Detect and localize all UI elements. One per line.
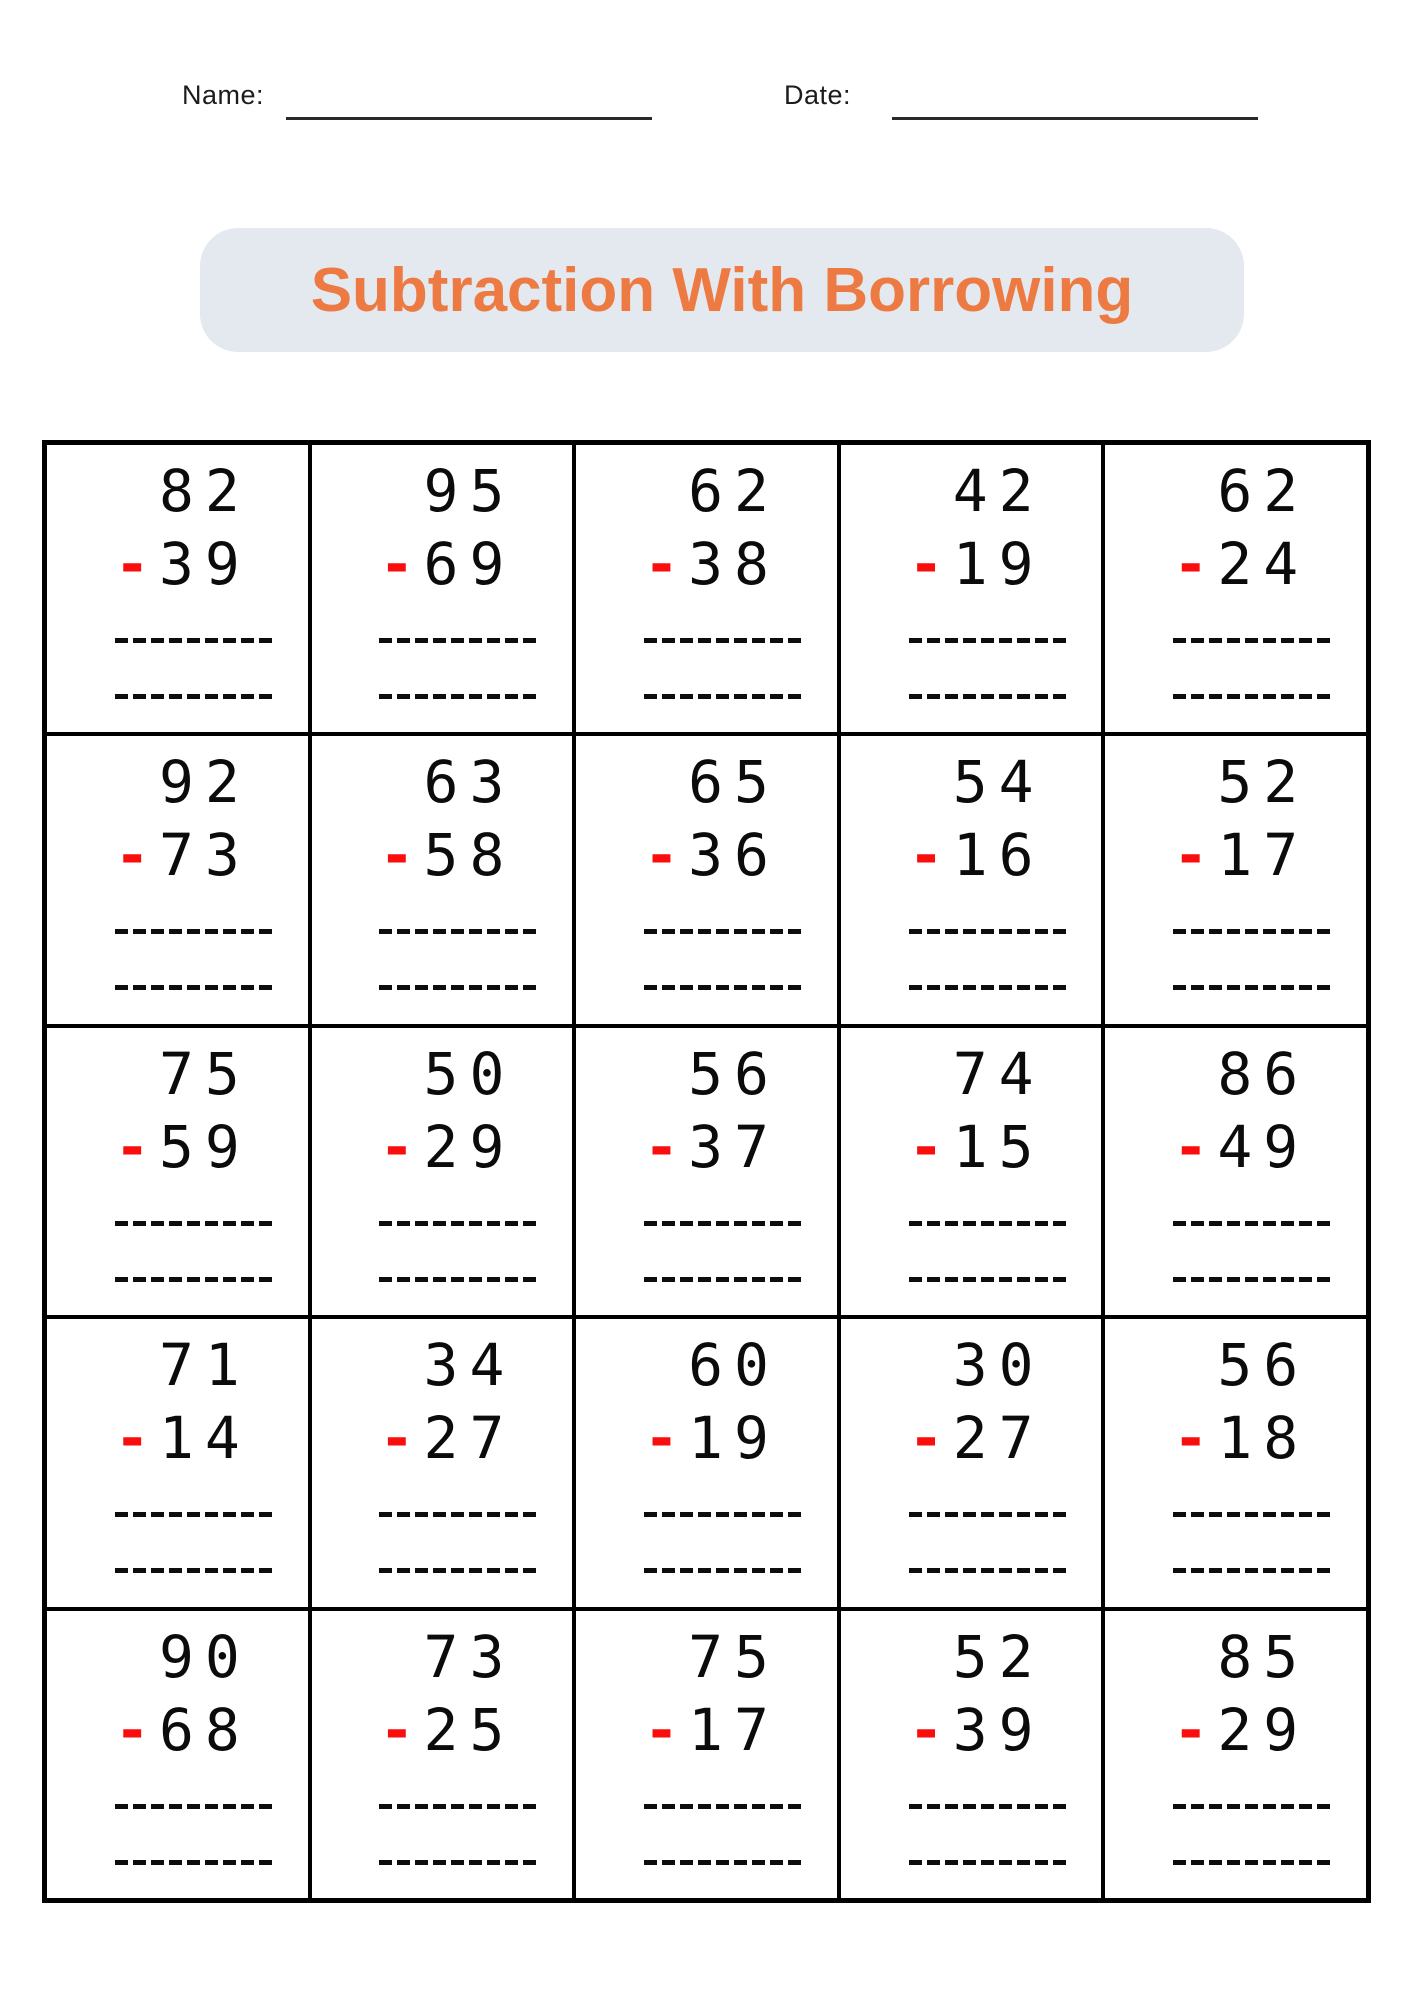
minuend: 52 [952, 1622, 1045, 1691]
subtraction-problem [1173, 736, 1310, 990]
minus-icon: - [379, 1404, 415, 1473]
answer-line [379, 1221, 539, 1226]
answer-line [1173, 1277, 1333, 1282]
answer-line [909, 1221, 1069, 1226]
problem-cell [839, 443, 1104, 734]
answer-line [115, 694, 275, 699]
answer-line [644, 1512, 804, 1517]
problem-cell [574, 1026, 839, 1317]
subtraction-problem [908, 1319, 1045, 1573]
answer-line [909, 694, 1069, 699]
title-banner [200, 228, 1244, 352]
problems-grid [42, 440, 1371, 1903]
problem-cell [45, 734, 310, 1025]
minus-icon: - [1173, 1112, 1209, 1181]
minuend: 73 [423, 1622, 516, 1691]
answer-line [644, 929, 804, 934]
problem-cell [1103, 734, 1368, 1025]
minus-icon: - [114, 1112, 150, 1181]
subtraction-problem [908, 1028, 1045, 1282]
subtrahend: 58 [423, 821, 516, 890]
subtrahend: 29 [423, 1112, 516, 1181]
minus-icon: - [379, 821, 415, 890]
minuend: 54 [952, 748, 1045, 817]
problem-cell [839, 1317, 1104, 1608]
minus-icon: - [1173, 821, 1209, 890]
minus-icon: - [114, 1404, 150, 1473]
answer-line [909, 1804, 1069, 1809]
problem-cell [574, 443, 839, 734]
minuend: 56 [1217, 1331, 1310, 1400]
minus-icon: - [908, 530, 944, 598]
problem-cell [574, 1317, 839, 1608]
minuend: 52 [1217, 748, 1310, 817]
minus-icon: - [114, 530, 150, 598]
answer-line [115, 985, 275, 990]
answer-line [909, 985, 1069, 990]
subtrahend: 14 [158, 1404, 251, 1473]
subtrahend: 15 [952, 1112, 1045, 1181]
minuend: 50 [423, 1039, 516, 1108]
subtraction-problem [908, 445, 1045, 699]
answer-line [644, 1804, 804, 1809]
subtraction-problem [643, 1028, 780, 1282]
minus-icon: - [643, 1695, 679, 1764]
subtrahend: 17 [1217, 821, 1310, 890]
minuend: 62 [1217, 457, 1310, 525]
date-fill-line [892, 117, 1258, 120]
subtraction-problem [908, 1611, 1045, 1865]
problem-cell [310, 443, 575, 734]
minuend: 56 [688, 1039, 780, 1108]
answer-line [115, 1568, 275, 1573]
problem-cell [1103, 1609, 1368, 1900]
answer-line [1173, 1512, 1333, 1517]
answer-line [644, 1568, 804, 1573]
problem-cell [1103, 443, 1368, 734]
subtraction-problem [643, 1611, 780, 1865]
subtrahend: 59 [158, 1112, 251, 1181]
subtraction-problem [379, 445, 516, 699]
answer-line [1173, 1860, 1333, 1865]
answer-line [115, 929, 275, 934]
answer-line [1173, 1568, 1333, 1573]
minuend: 62 [688, 457, 780, 525]
problem-cell [574, 734, 839, 1025]
minus-icon: - [643, 530, 679, 598]
problem-cell [310, 1026, 575, 1317]
minus-icon: - [908, 821, 944, 890]
subtrahend: 29 [1217, 1695, 1310, 1764]
name-label: Name: [182, 80, 265, 110]
subtrahend: 73 [158, 821, 251, 890]
answer-line [1173, 694, 1333, 699]
subtraction-problem [379, 1028, 516, 1282]
minuend: 63 [423, 748, 516, 817]
answer-line [909, 1277, 1069, 1282]
name-fill-line [286, 117, 652, 120]
answer-line [1173, 985, 1333, 990]
minus-icon: - [114, 1695, 150, 1764]
date-label: Date: [784, 80, 852, 110]
minus-icon: - [908, 1404, 944, 1473]
minus-icon: - [1173, 1695, 1209, 1764]
answer-line [909, 638, 1069, 643]
minuend: 60 [688, 1331, 780, 1400]
answer-line [115, 1221, 275, 1226]
subtrahend: 27 [423, 1404, 516, 1473]
minuend: 86 [1217, 1039, 1310, 1108]
minuend: 42 [952, 457, 1045, 525]
answer-line [1173, 638, 1333, 643]
subtraction-problem [379, 736, 516, 990]
problem-cell [839, 1609, 1104, 1900]
subtraction-problem [379, 1611, 516, 1865]
minus-icon: - [114, 821, 150, 890]
answer-line [379, 1860, 539, 1865]
problem-cell [310, 1317, 575, 1608]
minuend: 30 [952, 1331, 1045, 1400]
subtraction-problem [908, 736, 1045, 990]
subtraction-problem [114, 1319, 251, 1573]
minuend: 75 [158, 1039, 251, 1108]
subtraction-problem [114, 736, 251, 990]
answer-line [644, 1860, 804, 1865]
answer-line [115, 638, 275, 643]
answer-line [644, 638, 804, 643]
problem-cell [839, 1026, 1104, 1317]
answer-line [379, 1277, 539, 1282]
answer-line [644, 694, 804, 699]
answer-line [379, 985, 539, 990]
minus-icon: - [643, 821, 679, 890]
subtrahend: 27 [952, 1404, 1045, 1473]
subtraction-problem [114, 445, 251, 699]
subtrahend: 25 [423, 1695, 516, 1764]
answer-line [115, 1512, 275, 1517]
subtraction-problem [1173, 1319, 1310, 1573]
minus-icon: - [1173, 530, 1209, 598]
answer-line [379, 1804, 539, 1809]
subtrahend: 19 [952, 530, 1045, 598]
answer-line [379, 638, 539, 643]
subtrahend: 19 [688, 1404, 780, 1473]
problem-cell [45, 1026, 310, 1317]
minus-icon: - [379, 530, 415, 598]
problem-cell [45, 1317, 310, 1608]
answer-line [644, 1277, 804, 1282]
answer-line [909, 1568, 1069, 1573]
answer-line [909, 929, 1069, 934]
minus-icon: - [1173, 1404, 1209, 1473]
minus-icon: - [908, 1695, 944, 1764]
minuend: 95 [423, 457, 516, 525]
answer-line [909, 1860, 1069, 1865]
subtrahend: 49 [1217, 1112, 1310, 1181]
minuend: 90 [158, 1622, 251, 1691]
answer-line [644, 1221, 804, 1226]
subtrahend: 68 [158, 1695, 251, 1764]
answer-line [379, 929, 539, 934]
problem-cell [1103, 1317, 1368, 1608]
subtraction-problem [379, 1319, 516, 1573]
subtrahend: 18 [1217, 1404, 1310, 1473]
subtraction-problem [1173, 1028, 1310, 1282]
minuend: 65 [688, 748, 780, 817]
answer-line [115, 1860, 275, 1865]
problem-cell [310, 1609, 575, 1900]
answer-line [1173, 1804, 1333, 1809]
minuend: 71 [158, 1331, 251, 1400]
subtrahend: 36 [688, 821, 780, 890]
answer-line [115, 1804, 275, 1809]
minus-icon: - [643, 1404, 679, 1473]
subtraction-problem [1173, 1611, 1310, 1865]
subtrahend: 37 [688, 1112, 780, 1181]
answer-line [379, 694, 539, 699]
problem-cell [574, 1609, 839, 1900]
subtrahend: 38 [688, 530, 780, 598]
answer-line [644, 985, 804, 990]
minus-icon: - [908, 1112, 944, 1181]
problem-cell [45, 443, 310, 734]
subtrahend: 16 [952, 821, 1045, 890]
minus-icon: - [379, 1695, 415, 1764]
problem-cell [310, 734, 575, 1025]
minuend: 75 [688, 1622, 780, 1691]
subtrahend: 24 [1217, 530, 1310, 598]
answer-line [1173, 929, 1333, 934]
subtrahend: 69 [423, 530, 516, 598]
subtrahend: 39 [158, 530, 251, 598]
minuend: 82 [158, 457, 251, 525]
subtraction-problem [114, 1028, 251, 1282]
minus-icon: - [379, 1112, 415, 1181]
minus-icon: - [643, 1112, 679, 1181]
minuend: 74 [952, 1039, 1045, 1108]
problem-cell [45, 1609, 310, 1900]
subtraction-problem [643, 736, 780, 990]
answer-line [1173, 1221, 1333, 1226]
subtraction-problem [643, 1319, 780, 1573]
subtraction-problem [643, 445, 780, 699]
subtraction-problem [1173, 445, 1310, 699]
subtraction-problem [114, 1611, 251, 1865]
page-title: Subtraction With Borrowing [310, 255, 1134, 325]
subtrahend: 39 [952, 1695, 1045, 1764]
answer-line [115, 1277, 275, 1282]
problem-cell [839, 734, 1104, 1025]
answer-line [379, 1512, 539, 1517]
answer-line [379, 1568, 539, 1573]
answer-line [909, 1512, 1069, 1517]
minuend: 92 [158, 748, 251, 817]
minuend: 85 [1217, 1622, 1310, 1691]
subtrahend: 17 [688, 1695, 780, 1764]
minuend: 34 [423, 1331, 516, 1400]
problem-cell [1103, 1026, 1368, 1317]
